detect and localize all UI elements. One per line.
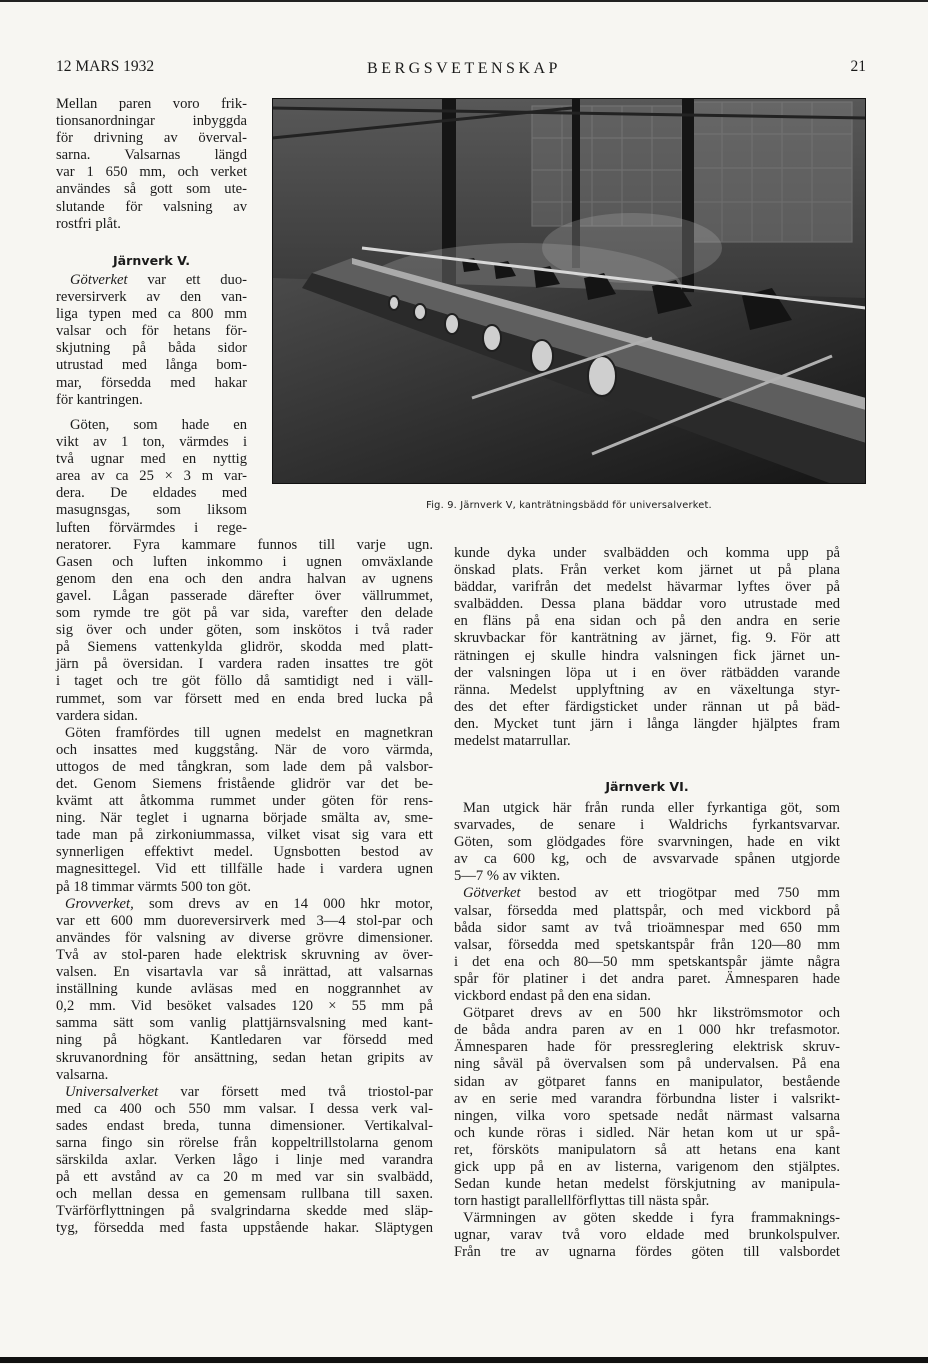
text-line: neratorer. Fyra kammare funnos till varje ugn. — [56, 536, 433, 553]
text-line: Man utgick här från runda eller fyrkantiga göt, som — [463, 800, 840, 816]
text-line: sarna fingo sin rörelse från koppeltrillstolarna genom — [56, 1134, 433, 1151]
text-line: båda sidor samt av två trioämnespar med 650 mm — [454, 919, 840, 936]
text-line: masugnsgas, som liksom — [56, 502, 247, 519]
text-line: Ämnesparen hade för pressreglering elektrisk skruv- — [454, 1039, 840, 1056]
text-line: för drivning av överval- — [56, 130, 247, 147]
text-run: som drevs av en 14 000 hkr motor, — [133, 895, 433, 912]
text-line: skruvanordning för ansättning, sedan hetan gripits av — [56, 1049, 433, 1066]
text-line: luften förvärmdes i rege- — [56, 519, 247, 536]
text-line: samma sätt som vanlig plattjärnsvalsning med kant- — [56, 1015, 433, 1032]
text-line — [56, 1084, 433, 1101]
text-line: sidan av götparet fanns en manipulator, bestående — [454, 1073, 840, 1090]
text-line: den. Mycket tunt järn i långa längder hjälptes fram — [454, 715, 840, 732]
text-line: ning. När teglet i ugnarna började smälta av, sme- — [56, 810, 433, 827]
page-bottom-rule — [0, 1357, 928, 1363]
text-line: Gasen och luften inkommo i ugnen omväxlande — [56, 553, 433, 570]
header-journal-title: BERGSVETENSKAP — [367, 60, 561, 77]
text-line: skjutning på båda sidor — [56, 340, 247, 357]
italic-term: Götverket — [463, 885, 521, 902]
text-line: rostfri plåt. — [56, 215, 121, 232]
text-line: i taget och tre göt föllo då samtidigt ned i väll- — [56, 673, 433, 690]
text-line: Två av stol-paren hade elektrisk skruvning av över- — [56, 946, 433, 963]
text-line: på Siemens vattenkylda glidrör, skodda med platt- — [56, 639, 433, 656]
text-line — [454, 885, 840, 902]
text-line: ugnar, varav två voro eldade med brunkolspulver. — [454, 1227, 840, 1244]
text-line: der valsningen löpa ut i en över rätbädden varande — [454, 664, 840, 681]
text-line: valsar och för hetans för- — [56, 323, 247, 340]
text-line: valsarna. — [56, 1066, 109, 1083]
text-line: gavel. Lågan passerade därefter över vällrummet, — [56, 587, 433, 604]
text-line: liga typen med ca 800 mm — [56, 306, 247, 323]
text-line: bäddar, varifrån det medelst hävarmar lyftes över på — [454, 579, 840, 596]
text-line: 0,2 mm. Vid besöket valsades 120 × 55 mm på — [56, 998, 433, 1015]
section-heading-jarnverk-v: Järnverk V. — [113, 253, 190, 268]
text-line: Mellan paren voro frik- — [56, 96, 247, 112]
text-line: som rymde tre göt på var sida, varefter den delade — [56, 605, 433, 622]
text-line: vikt av 1 ton, värmdes i — [56, 434, 247, 451]
paragraph — [56, 272, 247, 409]
text-line — [56, 272, 247, 289]
text-line: sig över och under göten, som inskötos i två rader — [56, 622, 433, 639]
text-line: av en serie med varandra förbundna lister i valsrikt- — [454, 1090, 840, 1107]
text-line: des det efter färdigsticket under rännan ut på bäd- — [454, 698, 840, 715]
text-line: inställning kunde avläsas med en noggrannhet av — [56, 981, 433, 998]
italic-term: Universalverket — [65, 1083, 159, 1100]
text-line: vardera sidan. — [56, 707, 138, 724]
text-line: önskad plats. Från verket kom järnet ut på plana — [454, 562, 840, 579]
text-line: det. Genom Siemens fristående glidrör var det be- — [56, 776, 433, 792]
text-line: ret, försköts manipulatorn så att hetans ena kant — [454, 1141, 840, 1158]
text-line: och kunde röras i sidled. När hetan kom ut ur spå- — [454, 1124, 840, 1141]
text-line: svarvades, de senare i Waldrichs fyrkantsvarvar. — [454, 817, 840, 834]
text-line: med ca 400 och 550 mm valsar. I dessa verk val- — [56, 1100, 433, 1117]
text-line: gick upp på en av listerna, varigenom den stjälptes. — [454, 1158, 840, 1175]
paragraph — [454, 800, 840, 1262]
figure-illustration — [272, 98, 866, 484]
text-line: användes så gott som ute- — [56, 181, 247, 198]
text-line: tionsanordningar inbyggda — [56, 113, 247, 130]
text-line: sades endast breda, tunna dimensioner. Vertikalval- — [56, 1117, 433, 1134]
text-line: Från tre av ugnarna fördes göten till valsbordet — [454, 1244, 840, 1261]
text-line: var 1 650 mm, och verket — [56, 164, 247, 181]
text-line: utrustad med långa bom- — [56, 357, 247, 374]
text-line: ning såväl på övervalsen som på undervalsen. På ena — [454, 1056, 840, 1073]
text-line: Göten framfördes till ugnen medelst en magnetkran — [65, 724, 433, 741]
paragraph — [56, 537, 433, 1238]
text-line: valsen. En visartavla var så inrättad, att valsarnas — [56, 964, 433, 981]
text-line: och mellan dessa en gemensam rullbana till saxen. — [56, 1186, 433, 1203]
paragraph — [56, 96, 247, 233]
text-line: area av ca 25 × 3 m var- — [56, 468, 247, 485]
text-line: i det ena och 80—50 mm spetskantspår jämte några — [454, 953, 840, 970]
text-run: var försett med två triostol-par — [158, 1083, 433, 1100]
text-line: rätningen ej skulle hindra valsningen fick järnet un- — [454, 647, 840, 664]
figure-photo — [272, 98, 866, 484]
header-date: 12 MARS 1932 — [56, 58, 155, 75]
text-line — [56, 896, 433, 913]
text-line: tyg, försedda med fasta uppstående hakar. Släptygen — [56, 1220, 433, 1237]
text-line: Göten, som hade en — [70, 417, 247, 433]
italic-term: Götverket — [70, 272, 128, 288]
text-line: Tvärförflyttningen på svalgrindarna skedde med släp- — [56, 1203, 433, 1220]
text-line: svalbädden. Dessa plana bäddar voro utrustade med — [454, 596, 840, 613]
text-run: bestod av ett triogötpar med 750 mm — [520, 885, 840, 902]
text-line: Götparet drevs av en 500 hkr likströmsmotor och — [463, 1005, 840, 1022]
text-line: uttogos de med tångkran, som lade dem på valsbor- — [56, 758, 433, 775]
text-line: av ca 600 kg, och de avsvarvade spånen utgjorde — [454, 851, 840, 868]
section-heading-jarnverk-vi: Järnverk VI. — [605, 779, 689, 794]
text-line: de båda andra paren av en 1 000 hkr trefasmotor. — [454, 1022, 840, 1039]
text-line: järn på översidan. I vardera raden insattes tre göt — [56, 656, 433, 673]
text-line: magnesittegel. Vid ett tillfälle hade i vardera ugnen — [56, 861, 433, 878]
text-line: synnerligen effektivt medel. Ugnsbotten bestod av — [56, 844, 433, 861]
text-line: två ugnar med en nyttig — [56, 451, 247, 468]
text-line: vickbord endast på den ena sidan. — [454, 988, 651, 1005]
text-line: för kantringen. — [56, 391, 143, 408]
text-line: Sedan kunde hetan medelst förskjutning av manipula- — [454, 1176, 840, 1193]
text-line: mar, försedda med hakar — [56, 374, 247, 391]
italic-term: Grovverket, — [65, 895, 134, 912]
text-line: medelst matarrullar. — [454, 733, 571, 750]
paragraph — [454, 545, 840, 750]
text-line: Värmningen av göten skedde i fyra frammaknings- — [463, 1210, 840, 1227]
text-line: på 18 timmar värmts 500 ton göt. — [56, 878, 251, 895]
page-top-rule — [0, 0, 928, 2]
text-line: torn hastigt parallellförflyttas till nästa spår. — [454, 1193, 710, 1210]
text-line: en fläns på ena sidan och på den andra en serie — [454, 613, 840, 630]
text-line: kvämt att åtkomma rummet under göten för rens- — [56, 793, 433, 810]
text-line: Göten, som glödgades före svarvningen, hade en vikt — [454, 834, 840, 851]
text-line: ränna. Medelst upplyftning av en växeltunga styr- — [454, 681, 840, 698]
text-line: valsar, försedda med spetskantspår från 120—80 mm — [454, 936, 840, 953]
text-line: valsar, försedda med plattspår, och med vickbord på — [454, 902, 840, 919]
text-line: på ett avstånd av ca 20 m med var sin svalbädd, — [56, 1169, 433, 1186]
text-line: var ett 600 mm duoreversirverk med 3—4 stol-par och — [56, 912, 433, 929]
figure-caption: Fig. 9. Järnverk V, kanträtningsbädd för universalverket. — [426, 500, 712, 511]
paragraph — [56, 417, 247, 537]
text-line: ning på högkant. Kantledaren var försedd med — [56, 1032, 433, 1049]
text-line: 5—7 % av vikten. — [454, 868, 561, 885]
text-run: var ett duo- — [127, 272, 247, 288]
text-line: kunde dyka under svalbädden och komma upp på — [454, 545, 840, 561]
text-line: genom den ena och den andra halvan av ugnens — [56, 570, 433, 587]
text-line: spår för platiner i det andra paret. Ämnesparen hade — [454, 970, 840, 987]
header-page-number: 21 — [850, 58, 866, 75]
text-line: rummet, som var försett med en enda bred lucka på — [56, 690, 433, 707]
text-line: slutande för valsning av — [56, 198, 247, 215]
text-line: dera. De eldades med — [56, 485, 247, 502]
text-line: tade man på zirkoniummassa, vilket visat sig vara ett — [56, 827, 433, 844]
text-line: användes för valsning av diverse grövre dimensioner. — [56, 929, 433, 946]
text-line: och insattes med kuggstång. När de voro värmda, — [56, 741, 433, 758]
text-line: särskilda axlar. Verken lågo i linje med varandra — [56, 1152, 433, 1169]
text-line: reversirverk av den van- — [56, 289, 247, 306]
text-line: skruvbackar för kanträtning av järnet, fig. 9. För att — [454, 630, 840, 647]
text-line: sarna. Valsarnas längd — [56, 147, 247, 164]
text-line: ningen, vilka voro spetsade nedåt närmast valsarna — [454, 1107, 840, 1124]
